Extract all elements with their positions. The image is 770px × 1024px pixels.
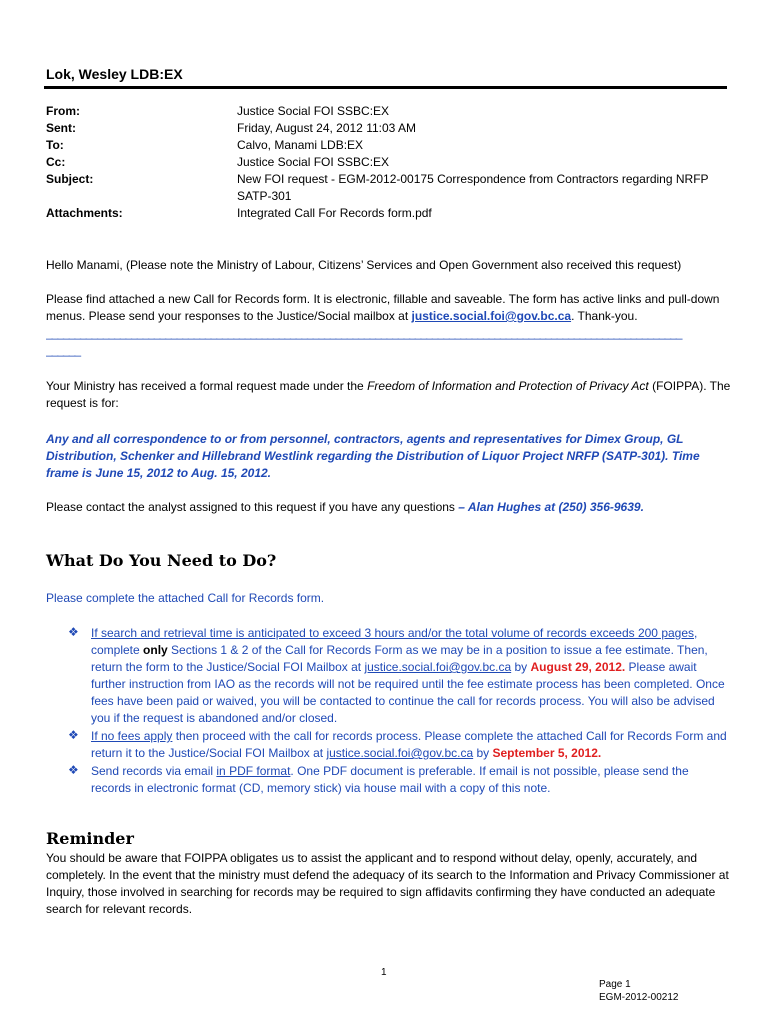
page-number: 1 — [381, 967, 387, 978]
analyst-contact: – Alan Hughes at (250) 356-9639 — [458, 500, 641, 514]
bullet1-mailbox-link[interactable]: justice.social.foi@gov.bc.ca — [364, 660, 512, 674]
request-intro — [46, 378, 731, 412]
email-sender-name: Lok, Wesley LDB:EX — [46, 66, 183, 82]
bullet-send-records — [91, 763, 729, 797]
contact-text: Please contact the analyst assigned to this request if you have any questions — [46, 500, 459, 514]
bullet1-condition: If search and retrieval time is anticipated to exceed 3 hours and/or the total volume of records exceeds 200 pages — [91, 626, 695, 640]
contact-period: . — [640, 500, 644, 514]
subject-value: New FOI request - EGM-2012-00175 Correspondence from Contractors regarding NRFP SATP-301 — [237, 172, 709, 203]
from-label: From: — [46, 104, 80, 118]
separator-line-end: ______ — [46, 343, 81, 357]
request-intro-end: (FOIPPA). The request is for: — [46, 379, 731, 410]
subject-label: Subject: — [46, 172, 94, 186]
bullet2-by: by — [473, 746, 493, 760]
header-divider — [44, 86, 727, 89]
diamond-bullet-icon: ❖ — [68, 763, 79, 777]
bullet2-deadline: September 5, 2012. — [492, 746, 602, 760]
mailbox-link[interactable]: justice.social.foi@gov.bc.ca — [411, 309, 572, 323]
bullet-fee-estimate — [91, 625, 729, 727]
request-description: Any and all correspondence to or from personnel, contractors, agents and representatives for Dimex Group, GL Distribution, Schenker and Hillebrand Westlink regarding the Distribution of Liquor Project NRFP (SATP-301). Time frame is June 15, 2012 to Aug. 15, 2012. — [46, 432, 700, 480]
attachments-label: Attachments: — [46, 206, 123, 220]
sent-value: Friday, August 24, 2012 11:03 AM — [237, 121, 417, 135]
intro-text: Please find attached a new Call for Records form. It is electronic, fillable and saveable. The form has active links and pull-down menus. Please send your responses to the Justice/Social mailbox at — [46, 292, 720, 323]
diamond-bullet-icon: ❖ — [68, 728, 79, 742]
request-intro-text: Your Ministry has received a formal request made under the — [46, 379, 368, 393]
bullet2-condition: If no fees apply — [91, 729, 173, 743]
bullet1-text-b: Sections 1 & 2 of the Call for Records Form as we may be in a position to issue a fee estimate. Then, return the form to the Justice/Social FOI Mailbox at — [91, 643, 708, 674]
bullet3-format: in PDF format — [216, 764, 291, 778]
bullet3-text-a: Send records via email — [91, 764, 217, 778]
cc-value: Justice Social FOI SSBC:EX — [237, 155, 390, 169]
separator-line: ________________________________________________________________________________________________________________ — [46, 326, 682, 340]
attachment-file[interactable]: Integrated Call For Records form.pdf — [237, 206, 432, 220]
intro-thanks: . Thank-you. — [571, 309, 638, 323]
bullet1-deadline: August 29, 2012. — [530, 660, 626, 674]
document-id: EGM-2012-00212 — [599, 992, 679, 1003]
bullet1-text-d: Please await further instruction from IAO as the records will not be required until the fee estimate process has been completed. Once fees have been paid or waived, you will be contacted to continue the call for records process. You will also be advised you if the request is abandoned and/or closed. — [91, 660, 725, 725]
from-value: Justice Social FOI SSBC:EX — [237, 104, 390, 118]
to-label: To: — [46, 138, 64, 152]
intro-paragraph — [46, 291, 731, 325]
bullet2-mailbox-link[interactable]: justice.social.foi@gov.bc.ca — [326, 746, 474, 760]
section-heading-todo: What Do You Need to Do? — [46, 551, 277, 570]
bullet1-by: by — [511, 660, 531, 674]
greeting: Hello Manami, (Please note the Ministry of Labour, Citizens’ Services and Open Government also received this request) — [46, 258, 682, 272]
section-heading-reminder: Reminder — [46, 829, 134, 848]
bullet1-text-a: , complete — [91, 626, 698, 657]
cc-label: Cc: — [46, 155, 66, 169]
to-value: Calvo, Manami LDB:EX — [237, 138, 364, 152]
page-label: Page 1 — [599, 979, 631, 990]
contact-paragraph — [46, 499, 731, 516]
todo-intro: Please complete the attached Call for Records form. — [46, 591, 325, 605]
bullet1-only: only — [143, 643, 168, 657]
act-name: Freedom of Information and Protection of Privacy Act — [367, 379, 649, 393]
reminder-text: You should be aware that FOIPPA obligates us to assist the applicant and to respond without delay, openly, accurately, and completely. In the event that the ministry must defend the adequacy of its search to the Information and Privacy Commissioner at Inquiry, those involved in searching for records may be required to sign affidavits confirming they have conducted an adequate search for relevant records. — [46, 851, 729, 916]
bullet-no-fees — [91, 728, 729, 762]
sent-label: Sent: — [46, 121, 76, 135]
diamond-bullet-icon: ❖ — [68, 625, 79, 639]
bullet3-text-b: . One PDF document is preferable. If email is not possible, please send the records in electronic format (CD, memory stick) via house mail with a copy of this note. — [91, 764, 689, 795]
bullet2-text-a: then proceed with the call for records process. Please complete the attached Call for Records Form and return it to the Justice/Social FOI Mailbox at — [91, 729, 727, 760]
